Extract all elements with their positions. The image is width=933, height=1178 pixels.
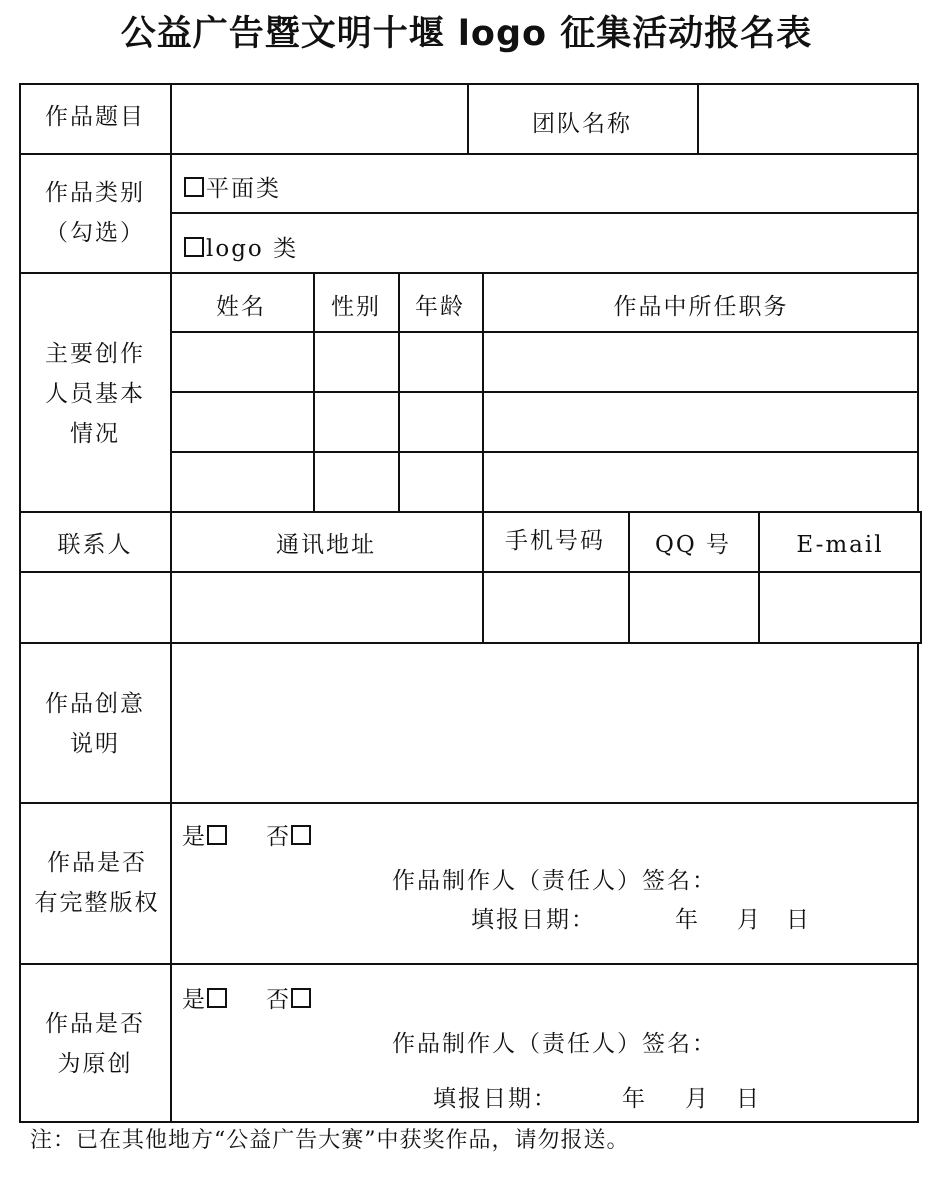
- creators-label: 主要创作 人员基本 情况: [45, 341, 145, 447]
- table-border-left: [19, 83, 21, 1123]
- header-qq: QQ 号: [654, 532, 732, 558]
- row-divider: [19, 511, 922, 513]
- footer-note: 注：已在其他地方“公益广告大赛”中获奖作品，请勿报送。: [30, 1128, 630, 1153]
- checkbox[interactable]: [291, 825, 311, 845]
- column-divider: [398, 272, 400, 513]
- copyright-label: 作品是否 有完整版权: [34, 850, 160, 916]
- row-divider: [170, 391, 919, 393]
- table-border-right: [920, 511, 922, 644]
- checkbox[interactable]: [207, 825, 227, 845]
- copyright-yes[interactable]: 是: [182, 824, 229, 852]
- column-divider: [467, 83, 469, 155]
- work-title-label: 作品题目: [45, 104, 145, 130]
- table-border-right: [917, 83, 919, 512]
- table-border-bottom: [19, 1121, 919, 1123]
- page-title: 公益广告暨文明十堰 logo 征集活动报名表: [120, 14, 813, 54]
- table-border-right: [917, 642, 919, 1123]
- row-divider: [19, 963, 919, 965]
- column-divider: [482, 272, 484, 644]
- original-month: 月: [685, 1086, 710, 1112]
- team-name-input[interactable]: [699, 85, 917, 153]
- copyright-date-label: 填报日期：: [471, 907, 596, 933]
- original-year: 年: [622, 1086, 647, 1112]
- header-email: E-mail: [796, 532, 884, 558]
- copyright-month: 月: [737, 907, 762, 933]
- header-age: 年龄: [415, 294, 465, 320]
- header-contact-person: 联系人: [57, 532, 133, 558]
- description-input[interactable]: [172, 644, 917, 802]
- checkbox[interactable]: [184, 237, 204, 257]
- header-address: 通讯地址: [276, 532, 376, 558]
- category-option-logo[interactable]: logo 类: [184, 236, 298, 264]
- row-divider: [19, 272, 919, 274]
- work-title-input[interactable]: [172, 85, 467, 153]
- team-name-label: 团队名称: [532, 111, 632, 137]
- row-divider: [170, 331, 919, 333]
- row-divider: [170, 212, 919, 214]
- column-divider: [313, 272, 315, 513]
- original-label: 作品是否 为原创: [45, 1011, 145, 1077]
- header-name: 姓名: [216, 294, 266, 320]
- original-yes[interactable]: 是: [182, 987, 229, 1015]
- category-label: 作品类别 （勾选）: [45, 180, 145, 246]
- header-role: 作品中所任职务: [613, 294, 789, 320]
- row-divider: [19, 571, 922, 573]
- row-divider: [170, 451, 919, 453]
- original-date-label: 填报日期：: [433, 1086, 558, 1112]
- header-gender: 性别: [331, 294, 381, 320]
- original-signature-label: 作品制作人（责任人）签名：: [392, 1031, 717, 1057]
- description-label: 作品创意 说明: [45, 691, 145, 757]
- header-mobile: 手机号码: [505, 528, 605, 554]
- column-divider: [758, 511, 760, 644]
- checkbox[interactable]: [291, 988, 311, 1008]
- row-divider: [19, 153, 919, 155]
- label-column-divider: [170, 83, 172, 1123]
- original-no[interactable]: 否: [266, 987, 313, 1015]
- original-day: 日: [736, 1086, 761, 1112]
- copyright-signature-label: 作品制作人（责任人）签名：: [392, 868, 717, 894]
- copyright-no[interactable]: 否: [266, 824, 313, 852]
- checkbox[interactable]: [207, 988, 227, 1008]
- row-divider: [19, 802, 919, 804]
- checkbox[interactable]: [184, 177, 204, 197]
- category-option-print[interactable]: 平面类: [184, 176, 281, 204]
- copyright-day: 日: [786, 907, 811, 933]
- copyright-year: 年: [675, 907, 700, 933]
- column-divider: [628, 511, 630, 644]
